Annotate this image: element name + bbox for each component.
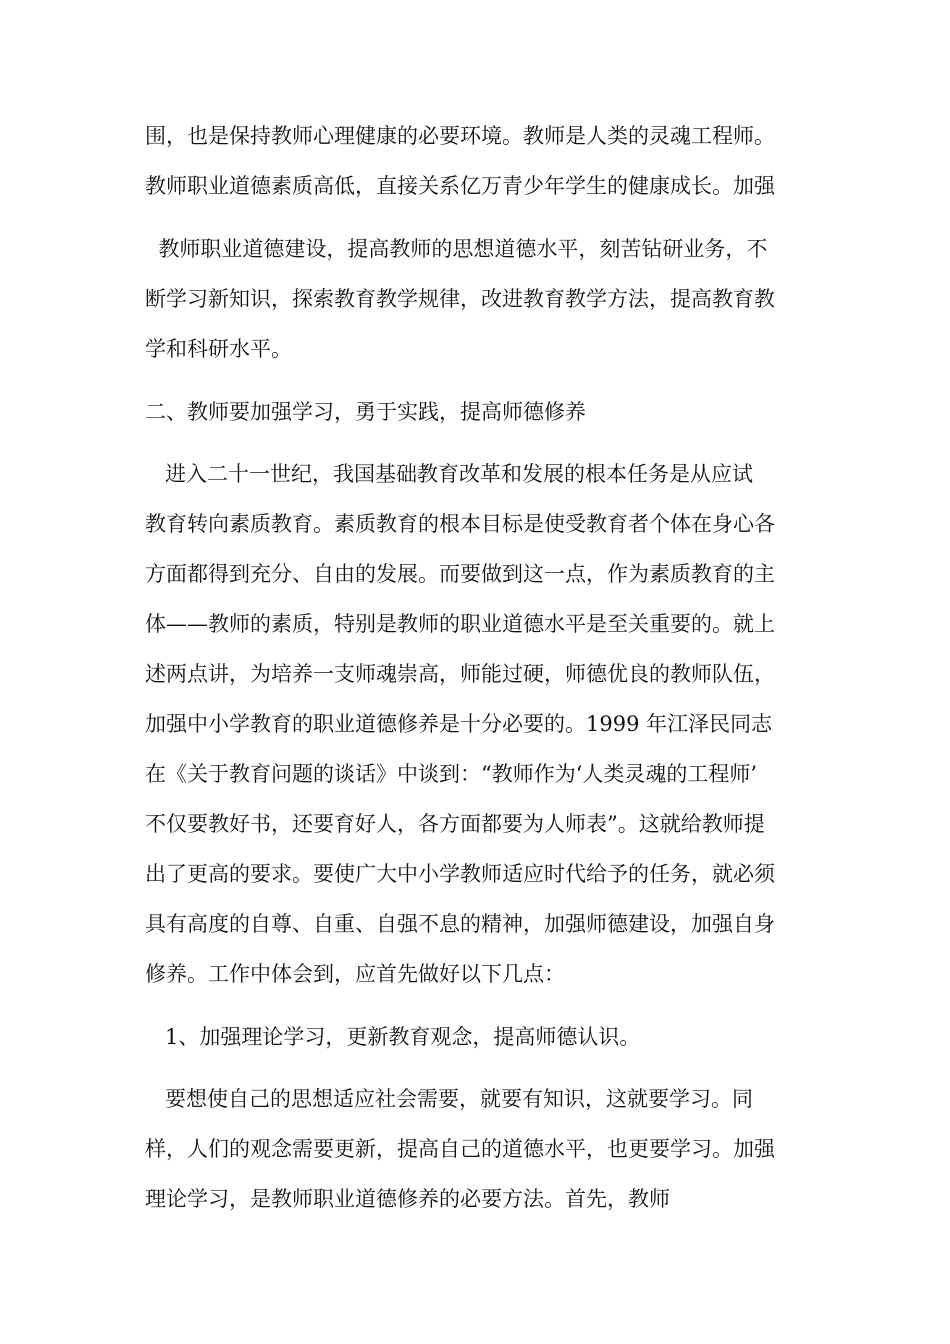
- paragraph-line: 围，也是保持教师心理健康的必要环境。教师是人类的灵魂工程师。: [145, 124, 775, 148]
- section-heading: 二、教师要加强学习，勇于实践，提高师德修养: [145, 400, 586, 424]
- paragraph-line: 方面都得到充分、自由的发展。而要做到这一点，作为素质教育的主: [145, 562, 775, 586]
- paragraph-line: 教师职业道德素质高低，直接关系亿万青少年学生的健康成长。加强: [145, 174, 775, 198]
- paragraph-line: 出了更高的要求。要使广大中小学教师适应时代给予的任务，就必须: [145, 862, 775, 886]
- paragraph-line: 断学习新知识，探索教育教学规律，改进教育教学方法，提高教育教: [145, 287, 775, 311]
- paragraph-line: 学和科研水平。: [145, 337, 292, 361]
- paragraph-line: 加强中小学教育的职业道德修养是十分必要的。1999 年江泽民同志: [145, 712, 773, 736]
- numbered-subheading: 1、加强理论学习，更新教育观念，提高师德认识。: [145, 1025, 641, 1049]
- paragraph-line: 要想使自己的思想适应社会需要，就要有知识，这就要学习。同: [145, 1087, 754, 1111]
- paragraph-line: 进入二十一世纪，我国基础教育改革和发展的根本任务是从应试: [145, 462, 754, 486]
- paragraph-line: 在《关于教育问题的谈话》中谈到：“教师作为‘人类灵魂的工程师’: [145, 762, 758, 786]
- paragraph-line: 教育转向素质教育。素质教育的根本目标是使受教育者个体在身心各: [145, 512, 775, 536]
- paragraph-line: 教师职业道德建设，提高教师的思想道德水平，刻苦钻研业务，不: [145, 237, 768, 261]
- paragraph-line: 修养。工作中体会到，应首先做好以下几点：: [145, 962, 565, 986]
- paragraph-line: 述两点讲，为培养一支师魂崇高，师能过硬，师德优良的教师队伍，: [145, 662, 775, 686]
- paragraph-line: 不仅要教好书，还要育好人，各方面都要为人师表”。这就给教师提: [145, 812, 765, 836]
- paragraph-line: 体——教师的素质，特别是教师的职业道德水平是至关重要的。就上: [145, 612, 775, 636]
- paragraph-line: 理论学习，是教师职业道德修养的必要方法。首先，教师: [145, 1187, 670, 1211]
- paragraph-line: 样，人们的观念需要更新，提高自己的道德水平，也更要学习。加强: [145, 1137, 775, 1161]
- paragraph-line: 具有高度的自尊、自重、自强不息的精神，加强师德建设，加强自身: [145, 912, 775, 936]
